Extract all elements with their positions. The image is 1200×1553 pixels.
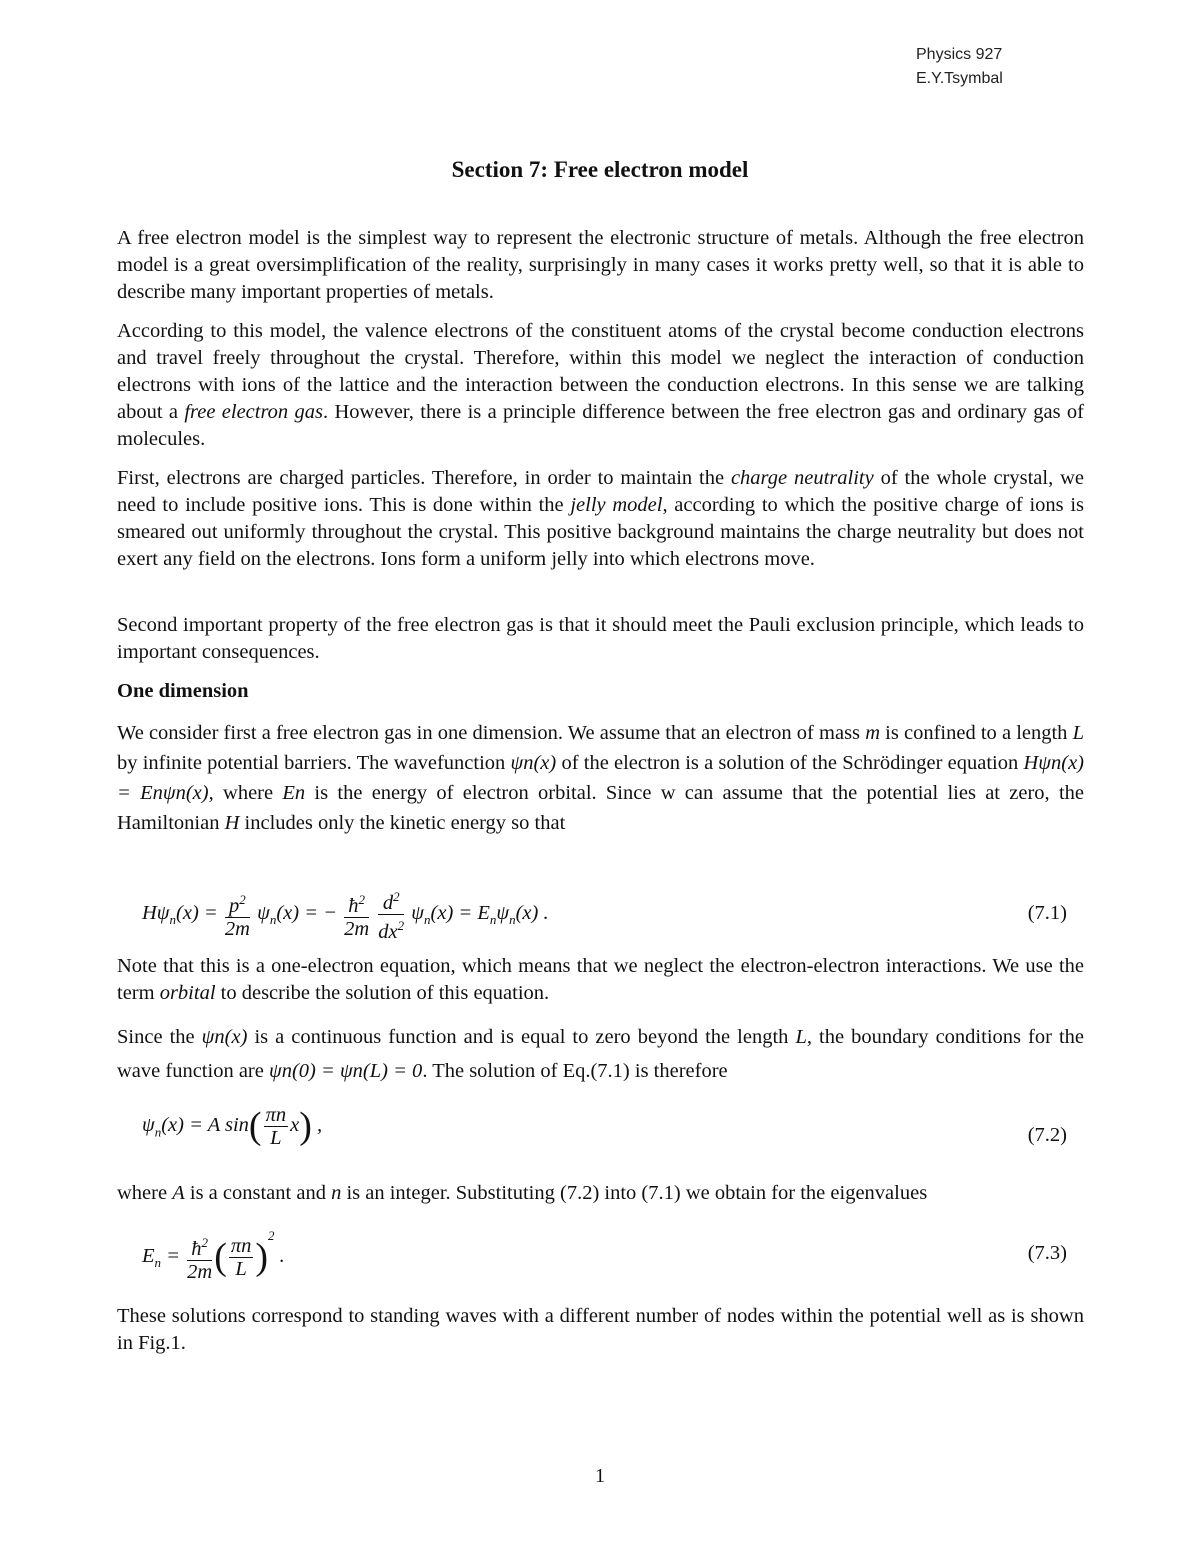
- paragraph-charge-neutrality: First, electrons are charged particles. Therefore, in order to maintain the charge neutrality of the whole crystal, we need to include positive ions. This is done within the jelly model, according to which the positive charge of ions is smeared out uniformly throughout the crystal. This positive background maintains the charge neutrality but does not exert any field on the electrons. Ions form a uniform jelly into which electrons move.: [117, 467, 1085, 570]
- term-orbital: orbital: [159, 982, 216, 1004]
- paragraph-standing-waves: These solutions correspond to standing waves with a different number of nodes within the potential well as is shown in Fig.1.: [117, 1305, 1084, 1354]
- equation-7-3: $E_n$ = $\frac{ħ^2}{2m}$ ( $\frac{\pi n}{L}$ )$^2$ . (7.3): [142, 1228, 1067, 1283]
- term-jelly-model: jelly model: [570, 494, 663, 516]
- paragraph-eigenvalues: where A is a constant and n is an integer. Substituting (7.2) into (7.1) we obtain for the eigenvalues: [117, 1182, 928, 1204]
- page-number: 1: [595, 1465, 605, 1487]
- term-free-electron-gas: free electron gas: [184, 401, 324, 423]
- subsection-heading: One dimension: [117, 680, 249, 702]
- paragraph-model: According to this model, the valence electrons of the constituent atoms of the crystal become conduction electrons and travel freely throughout the crystal. Therefore, within this model we neglect the interaction of conduction electrons with ions of the lattice and the interaction between the conduction electrons. In this sense we are talking about a free electron gas. However, there is a principle difference between the free electron gas and ordinary gas of molecules.: [117, 320, 1084, 450]
- section-title: Section 7: Free electron model: [451, 157, 749, 182]
- paragraph-intro: A free electron model is the simplest way to represent the electronic structure of metals. Although the free electron model is a great oversimplification of the reality, surprisingly in many cases it works pretty well, so that it is able to describe many important properties of metals.: [117, 227, 1084, 303]
- paragraph-one-electron: Note that this is a one-electron equation, which means that we neglect the electron-electron interactions. We use the term orbital to describe the solution of this equation.: [117, 955, 1084, 1004]
- equation-number: (7.3): [1027, 1242, 1067, 1264]
- term-charge-neutrality: charge neutrality: [730, 467, 874, 489]
- wavefunction-inline: ψn(x): [510, 752, 557, 774]
- paragraph-boundary-conditions: Since the ψn(x) is a continuous function and is equal to zero beyond the length L, the boundary conditions for the wave function are ψn(0) = ψn(L) = 0. The solution of Eq.(7.1) is therefore: [117, 1026, 1085, 1082]
- schrodinger-inline: Hψn(x) = Enψn(x): [117, 752, 1084, 804]
- author-label: E.Y.Tsymbal: [916, 70, 1003, 87]
- page-header: [916, 43, 1003, 91]
- paragraph-one-dimension: We consider first a free electron gas in one dimension. We assume that an electron of mass m is confined to a length L by infinite potential barriers. The wavefunction ψn(x) of the electron is a solution of the Schrödinger equation Hψn(x) = Enψn(x), where En is the energy of electron orbital. Since w can assume that the potential lies at zero, the Hamiltonian H includes only the kinetic energy so that: [117, 722, 1084, 834]
- equation-number: (7.2): [1027, 1124, 1067, 1146]
- paragraph-pauli: Second important property of the free electron gas is that it should meet the Pauli exclusion principle, which leads to important consequences.: [117, 614, 1084, 663]
- course-label: Physics 927: [916, 46, 1003, 63]
- boundary-condition-inline: ψn(0) = ψn(L) = 0: [268, 1060, 423, 1082]
- equation-7-2: $\psi_n(x) = A$ sin( $\frac{\pi n}{L}$ x) , (7.2): [142, 1104, 1067, 1149]
- equation-number: (7.1): [1027, 902, 1067, 924]
- equation-7-1: $H\psi_n(x)$ = $\frac{p^2}{2m}$ $\psi_n(x)$ = − $\frac{ħ^2}{2m}$ $\frac{d^2}{dx^2}$ $\psi_n(x) = E_n\psi_n(x)$ . (7.1): [142, 878, 1067, 938]
